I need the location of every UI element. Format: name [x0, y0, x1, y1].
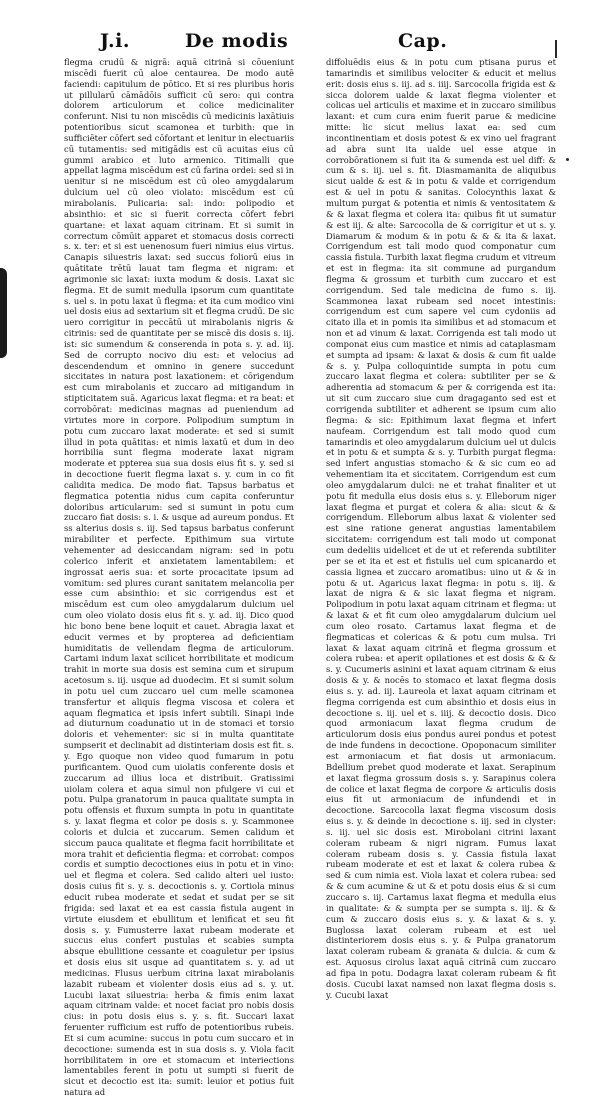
- running-head: [0, 30, 590, 60]
- chapter-label: Cap.: [398, 30, 448, 52]
- text-column-left: flegma crudū & nigrā: aquā citrinā si cōueniunt miscēdi fuerit cū aloe centaurea. De modo autē faciendi: capitulum de pōtico. Et si res pluribus horis ut pillularū cāmādōis sufficit cū sero: qui contra dolorem articulorum et colice medicinaliter conferunt. Nisi tu non miscēdis cū medicinis laxātiuis potentioribus sicut scamonea et turbith: que in sufficiēter cōfert sed cōfortant et lenitur in electuariis cū tutamentis: sed mitigādis est cū acuitas eius cū gummi arabico et luto armenico. Titimalli que appellat lagma miscēdum est cū farina ordei: sed si in uenitur si ne miscēdum est cū oleo amygdalarum dulcium uel cū oleo violato: miscēdum est cū mirabolanis. Pulicaria: sal: indo: polipodio et absinthio: et sic si fuerit correcta cōfert febri quartane: et laxat aquam citrinam. Et si sumit in correctum cōmūit apparet et stomacus dosis correcti s. x. ter: et si est uenenosum fueri nimius eius virtus. Canapis siluestris laxat: sed succus foliorū eius in quātitate trētū lauat tam flegma et nigram: et agrimonie sic laxat: iuxta modum & dosis. Laxat sic flegma. Et de sumit medulla ipsorum cum quantitate s. uel s. in potu laxat ū flegma: et ita cum modico vini uel dosis eius ad sextarium sit et flegma crudū. De sic uero corrigitur in peccātū ut mirabolanis nigris & citrinis: sed de quantitate per se miscē dis dosis s. iij. ist: sic sumendum & conserenda in pota s. y. ad. iij. Sed de corrupto nocivo diu est: et velocius ad descendendum et omnino in genere succedunt siccitates in natura post laxationem: et cōrigendum est cum mirabolanis et zuccaro ad mitigandum in stipticitatem suā. Agaricus laxat flegma: et ra beat: et corrobōrat: medicinas magnas ad pueniendum ad virtutes more in corpore. Polipodium sumptum in potu cum zuccaro laxat moderate: et sed si sumit illud in pota quātitas: et nimis laxatū et dum in deo horribilia sunt flegma moderate laxat nigram moderate et ppterea sua sua dosis eius fit s. y. sed si in decoctione fuerit flegma laxat s. y. cum in co fit calidita medica. De modo fiat. Tapsus barbatus et flegmatica potentia nidus cum capita conferuntur doloribus articularum: sed si sumunt in potu cum zuccaro fiat dosis: s. i. & usque ad aureum pondus. Et ss alterius dosis s. iij. Sed tapsus barbatus conferunt mirabiliter et perfecte. Epithimum sua virtute vehementer ad desiccandam nigram: sed in potu colerico inferit et anxietatem lamentabilem: et ingrossat aeris sua: et sorte procacitate ipsum ad vomitum: sed plures curant sanitatem melancolia per esse cum absinthio: et sic corrigendus est et miscēdum est cum oleo amygdalarum dulcium uel cum oleo violato dosis eius fit s. y. ad. iij. Dico quod hic bono bene bene loquit et cauet. Abragia laxat et educit vermes et by propterea ad deficientiam humiditatis de vellendam flegma de articulorum. Cartami indum laxat scilicet horribilitate et modicum trahit in morte sua dosis est semina cum et sirupum acetosum s. iij. usque ad duodecim. Et si sumit solum in potu uel cum zuccaro uel cum melle scamonea transfertur et aliquis flegma viscosa et colera et aquam flegmatica et ipsis infert subtili. Sinapi inde ad diuturnum coadunatio ut in de stomaci et torsio doloris et vehementer: sic si in multa quantitate sumpserit et declinabit ad distinteriam dosis est fit. s. y. Ego quoque non video quod fumarum in potu purificantem. Quod cum uiolatis conferente dosis et zuccarum ad illius loca et distribuit. Gratissimi uiolam colera et aqua simul non pfulgere vi cui et potu. Pulpa granatorum in pauca qualitate sumpta in potu offensis et fluxum sumpta in potu in quantitate s. y. laxat flegma et color pe dosis s. y. Scammonee coloris et dulcia et zuccarum. Semen calidum et siccum pauca qualitate et flegma facit horribilitate et mora trahit et deficientia flegma: et corrobat: compos cordis et sumptio decoctiones eius in potu et in vino: uel et flegma et colera. Sed calido alteri uel iusto: dosis cuius fit s. y. s. decoctionis s. y. Cortiola minus educit rubea moderate et sedat et sudat per se sit frigida: sed laxat et ea est cassia fistula augent in virtute eiusdem et ebullitum et lenificat et seu fit dosis s. y. Fumusterre laxat rubeam moderate et succus eius confert pustulas et scabies sumpta absque ebullitione cessante et coaguletur per ipsius et dosis eius sit usque ad quantitatem s. y. ad ut medicinas. Flusus uerbum citrina laxat mirabolanis lazabit rubeam et violenter dosis eius ad s. y. ut. Lucubi laxat siluestria: herba & fimis enim laxat aquam citrinam valde: et nocet faciat pro nobis dosis cius: in potu dosis eius s. y. s. fit. Succari laxat feruenter rufficium est ruffo de potentioribus rubeis. Et si cum acumine: succus in potu cum succaro et in decoctione: sumenda est in sua dosis s. y. Viola facit horribilitatem in ore et stomacum et interiections lamentabiles ferent in potu ut sumpti si fuerit de sicut et decoctio est ita: sumit: leuior et potius fuit natura ad: [64, 57, 294, 1098]
- binding-shadow: [0, 268, 7, 358]
- text-column-right: diffoluēdis eius & in potu cum ptisana purus et tamarindis et similibus velociter & educit et melius erit: dosis eius s. iij. ad s. iiij. Sarcocolla frigida est & sicca dolorem ualde & laxat flegma violenter et colicas uel articulis et maxime et in zuccaro similibus laxant: et cum cura enim fuerit parue & medicine mitte: lic sicut melius laxat ea: sed cum incontinentiam et dosis potest & ex vino uel fragrant ad abra sunt ita ualde uel esse atque in corrobōrationem si fuit ita & sumenda est uel diff: & cum & s. iij. uel s. fit. Diasmamanita de aliquibus sicut ualde & est & in potu & valde et corrigendum est & uel in potu & sanitas. Colocynthis laxat & multum purgat & potentia et nimis & ventositatem & & & laxat flegma et colera ita: quibus fit ut sumatur & est iij. & alte: Sarcocolla de & corrigitur et ut s. y. Diamarum & modum & in potu & & & ita & laxat. Corrigendum est tali modo quod componatur cum cassia fistula. Turbith laxat flegma crudum et vitreum et est in flegma: ita sit commune ad purgandum flegma & grossum et turbith cum zuccaro et est corrigendum. Sed tale medicina de fumo s. iij. Scammonea laxat rubeam sed nocet intestinis: corrigendum est cum sapere vel cum cydoniis ad citato illa et in pomis ita similibus et ad stomacum et non et ad vinum & laxat. Corrigenda est tali modo ut componat eius cum mastice et nimis ad cataplasmam et sumpta ad ipsam: & laxat & dosis & cum fit ualde & s. y. Pulpa colloquintide sumpta in potu cum zuccaro laxat flegma et colera: subtiliter per se & adherentia ad stomacum & per & corrigenda est ita: ut sit cum zuccaro siue cum dragaganto sed est et corrigenda subtiliter et adherent se ipsum cum alio flegma: & sic: Epithimum laxat flegma et infert naufeam. Corrigendum est tali modo quod cum tamarindis et oleo amygdalarum dulcium uel ut dulcis et in potu & et sumpta & s. y. Turbith purgat flegma: sed infert angustias stomacho & & sic cum eo ad vehementiam ita et siccitatem. Corrigendum est cum oleo amygdalarum dulci: ne et trahat finaliter et ut potu fit medulla eius dosis eius s. y. Elleborum niger laxat flegma et purgat et colera & alia: sicut & & corrigendum. Elleborum albus laxat & violenter sed est sine ratione generat angustias lamentabilem siccitatem: corrigendum est tali modo ut componat cum dedeliis uidelicet et de ut et referenda subtiliter per se et ita et est et fistulis uel cum spicanardo et cassia lignea et zuccaro aromatibus: uino ut & & in potu & ut. Agaricus laxat flegma: in potu s. iij. & laxat de nigra & & sic laxat flegma et nigram. Polipodium in potu laxat aquam citrinam et flegma: ut & laxat & et fit cum oleo amygdalarum dulcium uel cum oleo rosato. Cartamus laxat flegma et de flegmaticas et colericas & & potu cum mulsa. Tri laxat & laxat aquam citrinā et flegma grossum et colera rubea: et aperit opilationes et est dosis & & & s. y. Cucumeris asinini et laxat aquam citrinam & eius dosis & y. & nocēs to stomaco et laxat flegma dosis eius s. y. ad. iij. Laureola et laxat aquam citrinam et flegma corrigenda est cum absinthio et dosis eius in decoctione s. iij. uel et s. iiij. & decoctio dosis. Dico quod armoniacum laxat flegma crudum de articulorum dosis eius pondus aurei pondus et potest de inde fundens in decoctione. Opoponacum similiter est armoniacum et fiat dosis ut armoniacum. Bdellium prebet quod moderate et laxat. Serapinum et laxat flegma grossum dosis s. y. Sarapinus colera de colice et laxat flegma de corpore & articulis dosis eius fit ut armoniacum de infundendi et in decoctione. Sarcocolla laxat flegma viscosum dosis eius s. y. & deinde in decoctione s. iij. sed in clyster: s. iij. uel sic dosis est. Mirobolani citrini laxant coleram rubeam & nigri nigram. Fumus laxat coleram rubeam dosis s. y. Cassia fistula laxat rubeam moderate et est et laxat & colera rubea & sed & cum nimia est. Viola laxat et colera rubea: sed & & cum acumine & ut & et potu dosis eius & si cum zuccaro s. iij. Cartamus laxat flegma et medulla eius in qualitate: & & sumpta per se sumpta s. iij. & & cum & zuccaro dosis eius s. y. & laxat & s. y. Buglossa laxat coleram rubeam et est uel distinteriorem dosis eius s. y. & Pulpa granatorum laxat coleram rubeam & granata & dulcia. & cum & est. Aquosus cirolus laxat aquā citrinā cum zuccaro ad fipa in potu. Dodagra laxat coleram rubeam & fit dosis. Cucubi laxat namsed non laxat flegma dosis s. y. Cucubi laxat: [326, 57, 556, 1000]
- margin-dot: [566, 158, 569, 161]
- folio-number: J.i.: [100, 30, 130, 52]
- running-title: De modis: [185, 30, 289, 52]
